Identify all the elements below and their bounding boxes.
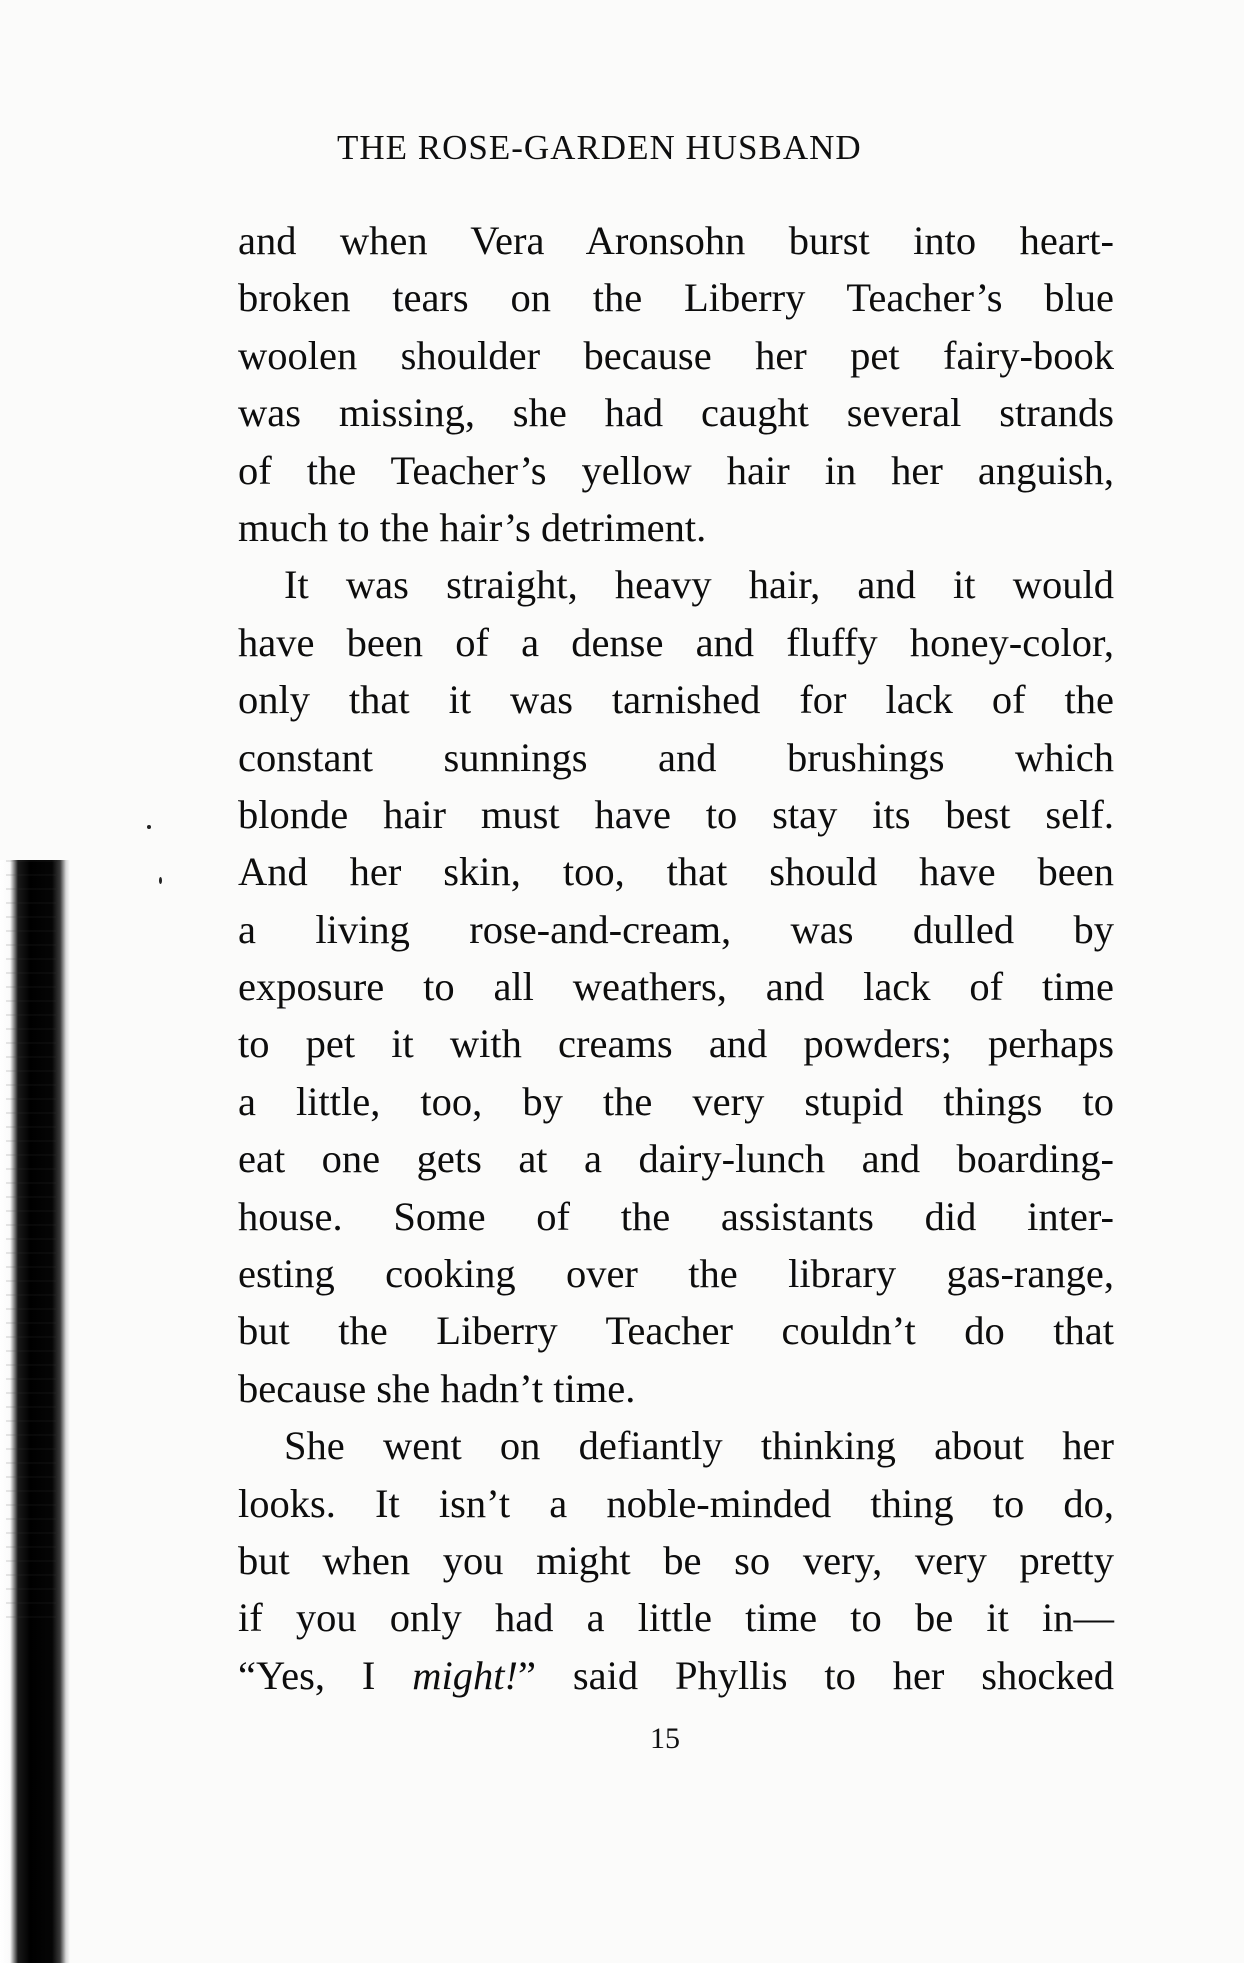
text-line: to pet it with creams and powders; perhaps (238, 1021, 1114, 1067)
text-line-last (238, 1647, 1114, 1704)
text-line: And her skin, too, that should have been (238, 849, 1114, 895)
stray-ink-mark (147, 825, 151, 829)
text-line: much to the hair’s detriment. (238, 504, 707, 550)
text-line: house. Some of the assistants did inter- (238, 1193, 1114, 1239)
text-line: but the Liberry Teacher couldn’t do that (238, 1308, 1114, 1354)
text-line: if you only had a little time to be it in— (238, 1595, 1114, 1641)
text-line: It was straight, heavy hair, and it would (284, 562, 1114, 608)
text-line: esting cooking over the library gas-range, (238, 1251, 1114, 1297)
text-line: was missing, she had caught several strands (238, 390, 1114, 436)
text-line: broken tears on the Liberry Teacher’s blue (238, 275, 1114, 321)
scanned-spine-edge (0, 860, 70, 1963)
body-text (238, 212, 1114, 1704)
text-line: but when you might be so very, very pretty (238, 1537, 1114, 1583)
text-line: a living rose-and-cream, was dulled by (238, 906, 1114, 952)
text-line: of the Teacher’s yellow hair in her anguish, (238, 447, 1114, 493)
running-head: THE ROSE-GARDEN HUSBAND (337, 128, 862, 167)
text-line: exposure to all weathers, and lack of time (238, 964, 1114, 1010)
text-line: have been of a dense and fluffy honey-color, (238, 619, 1114, 665)
text-line: looks. It isn’t a noble-minded thing to do, (238, 1480, 1114, 1526)
text-line: eat one gets at a dairy-lunch and boarding- (238, 1136, 1114, 1182)
last-line-italic: might! (412, 1652, 518, 1698)
text-line: blonde hair must have to stay its best self. (238, 791, 1114, 837)
text-line: woolen shoulder because her pet fairy-book (238, 332, 1114, 378)
last-line-after: ” said Phyllis to her shocked (518, 1652, 1114, 1698)
stray-ink-mark (159, 877, 162, 884)
text-line: and when Vera Aronsohn burst into heart- (238, 218, 1114, 263)
page-number: 15 (650, 1722, 680, 1755)
text-line: a little, too, by the very stupid things to (238, 1078, 1114, 1124)
text-line: only that it was tarnished for lack of the (238, 677, 1114, 723)
text-line: because she hadn’t time. (238, 1365, 636, 1411)
text-line: She went on defiantly thinking about her (284, 1423, 1114, 1469)
last-line-before: “Yes, I (238, 1652, 413, 1698)
text-line: constant sunnings and brushings which (238, 734, 1114, 780)
spine-speckle (6, 860, 56, 1620)
